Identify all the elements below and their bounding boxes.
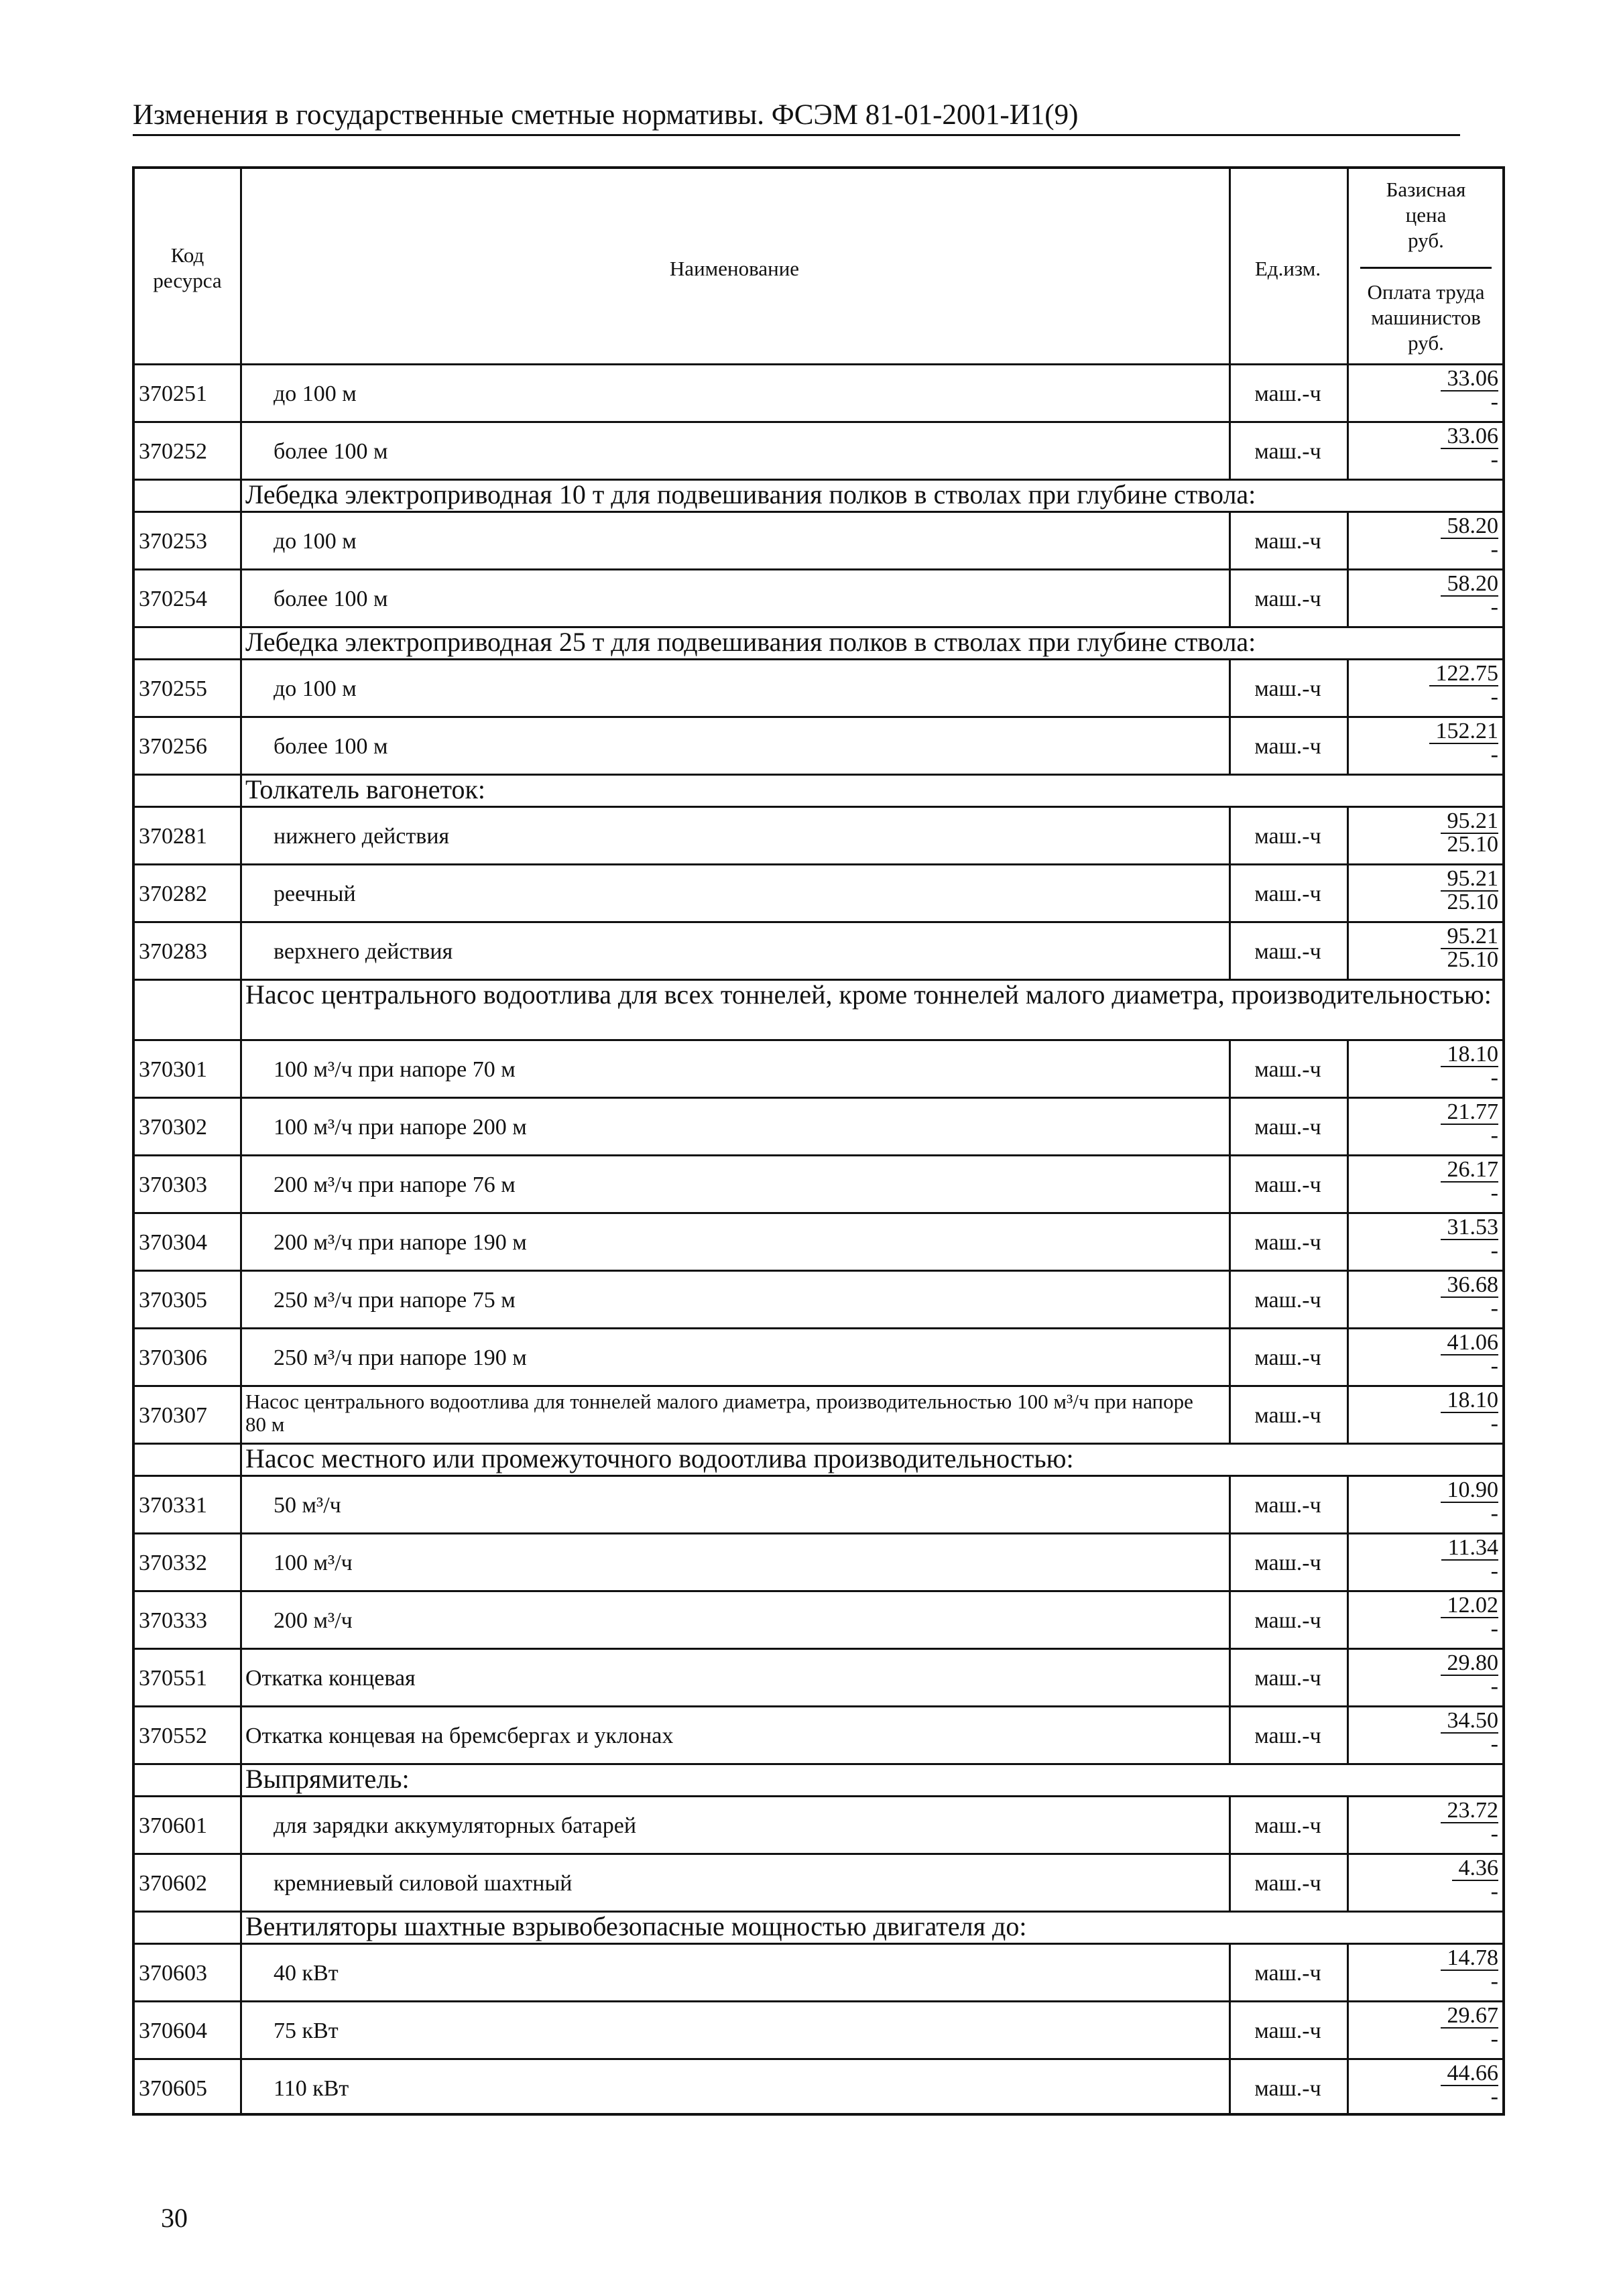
base-price: 33.06	[1441, 367, 1499, 391]
row-column-divider	[240, 2000, 242, 2058]
base-price: 34.50	[1441, 1709, 1499, 1734]
unit-of-measure: маш.-ч	[1254, 1813, 1321, 1838]
row-border	[135, 421, 1505, 423]
code-header-line: ресурса	[153, 269, 222, 292]
resource-code: 370332	[139, 1551, 207, 1575]
group-divider	[240, 1911, 242, 1943]
resource-code: 370601	[139, 1813, 207, 1838]
resource-code: 370254	[139, 587, 207, 611]
code-column-header	[135, 243, 240, 294]
operator-wage: -	[1490, 537, 1498, 562]
group-heading: Лебедка электроприводная 10 т для подвешивания полков в стволах при глубине ствола:	[245, 479, 1256, 509]
row-border	[135, 1154, 1505, 1156]
base-price: 36.68	[1441, 1274, 1499, 1298]
price-cell	[1347, 515, 1498, 560]
row-border	[135, 1097, 1505, 1099]
row-border	[135, 806, 1505, 808]
resource-name: 200 м³/ч при напоре 76 м	[274, 1172, 516, 1197]
resource-name: реечный	[274, 882, 356, 906]
header-bottom-border	[135, 363, 1505, 365]
operator-wage: -	[1490, 1879, 1498, 1904]
base-price: 11.34	[1441, 1536, 1498, 1561]
unit-of-measure: маш.-ч	[1254, 1493, 1321, 1518]
row-column-divider	[240, 1154, 242, 1212]
row-column-divider	[240, 511, 242, 568]
unit-of-measure: маш.-ч	[1254, 734, 1321, 759]
resource-code: 370552	[139, 1724, 207, 1748]
group-heading: Вентиляторы шахтные взрывобезопасные мощностью двигателя до:	[245, 1911, 1027, 1941]
resource-name: 200 м³/ч	[274, 1608, 353, 1633]
row-column-divider	[240, 1097, 242, 1154]
unit-of-measure: маш.-ч	[1254, 1230, 1321, 1255]
unit-of-measure: маш.-ч	[1254, 676, 1321, 701]
row-column-divider	[240, 568, 242, 626]
base-price: 122.75	[1429, 662, 1499, 686]
price-cell	[1347, 1594, 1498, 1640]
resource-code: 370303	[139, 1172, 207, 1197]
operator-wage: -	[1490, 1732, 1498, 1756]
resource-name: 100 м³/ч при напоре 70 м	[274, 1057, 516, 1082]
base-price: 23.72	[1441, 1799, 1499, 1823]
operator-wage: -	[1490, 1238, 1498, 1263]
row-border	[135, 716, 1505, 718]
operator-wage: 25.10	[1447, 890, 1498, 914]
base-price: 95.21	[1441, 925, 1499, 949]
unit-of-measure: маш.-ч	[1254, 439, 1321, 464]
row-border	[135, 1705, 1505, 1707]
unit-of-measure: маш.-ч	[1254, 1961, 1321, 1986]
base-price: 31.53	[1441, 1216, 1499, 1240]
row-border	[135, 1212, 1505, 1214]
row-column-divider	[240, 658, 242, 716]
operator-wage: -	[1490, 684, 1498, 709]
resource-name: более 100 м	[274, 587, 388, 611]
row-column-divider	[240, 421, 242, 479]
resource-code: 370306	[139, 1345, 207, 1370]
operator-wage: -	[1490, 1559, 1498, 1583]
row-column-divider	[240, 1943, 242, 2000]
unit-of-measure: маш.-ч	[1254, 381, 1321, 406]
resource-name: 250 м³/ч при напоре 75 м	[274, 1288, 516, 1313]
row-column-divider	[240, 1590, 242, 1648]
price-cell	[1347, 810, 1498, 855]
price-cell	[1347, 1857, 1498, 1902]
unit-of-measure: маш.-ч	[1254, 587, 1321, 611]
resource-code: 370304	[139, 1230, 207, 1255]
operator-wage: -	[1490, 1181, 1498, 1205]
row-border	[135, 1943, 1505, 1945]
row-column-divider	[240, 863, 242, 921]
price-header-divider	[1360, 267, 1492, 269]
resource-name: верхнего действия	[274, 939, 453, 964]
unit-of-measure: маш.-ч	[1254, 1345, 1321, 1370]
unit-of-measure: маш.-ч	[1254, 1115, 1321, 1140]
resource-code: 370256	[139, 734, 207, 759]
resource-name: кремниевый силовой шахтный	[274, 1871, 573, 1896]
price-cell	[1347, 425, 1498, 471]
row-column-divider	[240, 806, 242, 863]
price-cell	[1347, 1216, 1498, 1262]
unit-of-measure: маш.-ч	[1254, 1666, 1321, 1691]
row-border	[135, 2000, 1505, 2002]
row-column-divider	[240, 1475, 242, 1532]
row-column-divider	[240, 363, 242, 421]
resource-name: Откатка концевая	[245, 1666, 416, 1691]
resource-code: 370603	[139, 1961, 207, 1986]
resource-name: 200 м³/ч при напоре 190 м	[274, 1230, 527, 1255]
base-price: 4.36	[1452, 1857, 1499, 1881]
row-column-divider	[240, 2058, 242, 2116]
row-border	[135, 2058, 1505, 2060]
row-border	[135, 1475, 1505, 1477]
base-price: 18.10	[1441, 1389, 1499, 1413]
group-divider	[240, 626, 242, 658]
group-heading: Толкатель вагонеток:	[245, 774, 486, 804]
page-number: 30	[161, 2203, 188, 2233]
header-column-divider	[240, 169, 242, 363]
resource-code: 370604	[139, 2018, 207, 2043]
operator-wage: -	[1490, 1616, 1498, 1641]
row-column-divider	[240, 1039, 242, 1097]
price-cell	[1347, 1652, 1498, 1697]
unit-of-measure: маш.-ч	[1254, 529, 1321, 554]
resource-name: Насос центрального водоотлива для тоннелей малого диаметра, производительностью 100 м³/ч при напоре 80 м	[245, 1390, 1193, 1436]
price-cell	[1347, 1799, 1498, 1845]
price-cell	[1347, 1101, 1498, 1146]
price-cell	[1347, 925, 1498, 971]
row-column-divider	[240, 921, 242, 979]
resource-code: 370283	[139, 939, 207, 964]
resource-code: 370333	[139, 1608, 207, 1633]
unit-of-measure: маш.-ч	[1254, 1724, 1321, 1748]
resource-code: 370301	[139, 1057, 207, 1082]
group-heading: Выпрямитель:	[245, 1764, 410, 1794]
resource-code: 370253	[139, 529, 207, 554]
resource-name: 50 м³/ч	[274, 1493, 341, 1518]
resource-name: 75 кВт	[274, 2018, 339, 2043]
group-divider	[240, 1763, 242, 1795]
price-header-line: руб.	[1408, 229, 1444, 252]
unit-of-measure: маш.-ч	[1254, 1608, 1321, 1633]
price-cell	[1347, 1389, 1498, 1435]
resource-code: 370307	[139, 1403, 207, 1428]
resource-name: до 100 м	[274, 676, 357, 701]
unit-of-measure: маш.-ч	[1254, 1403, 1321, 1428]
resource-code: 370305	[139, 1288, 207, 1313]
operator-wage: -	[1490, 2084, 1498, 2109]
row-column-divider	[240, 1270, 242, 1327]
header-column-divider	[1347, 169, 1349, 363]
resource-name: более 100 м	[274, 439, 388, 464]
row-border	[135, 658, 1505, 660]
price-column-header	[1347, 177, 1505, 253]
price-cell	[1347, 1479, 1498, 1524]
base-price: 33.06	[1441, 425, 1499, 449]
resource-name: до 100 м	[274, 381, 357, 406]
base-price: 58.20	[1441, 572, 1499, 597]
wage-header-line: Оплата труда	[1367, 280, 1485, 304]
price-cell	[1347, 662, 1498, 708]
unit-of-measure: маш.-ч	[1254, 1871, 1321, 1896]
operator-wage: -	[1490, 1123, 1498, 1148]
price-cell	[1347, 572, 1498, 618]
row-column-divider	[240, 1648, 242, 1705]
resource-code: 370605	[139, 2076, 207, 2101]
operator-wage: 25.10	[1447, 947, 1498, 972]
unit-of-measure: маш.-ч	[1254, 1288, 1321, 1313]
group-divider	[240, 979, 242, 1039]
operator-wage: -	[1490, 595, 1498, 619]
base-price: 58.20	[1441, 515, 1499, 539]
base-price: 41.06	[1441, 1331, 1499, 1355]
operator-wage: -	[1490, 1501, 1498, 1526]
operator-wage: -	[1490, 1821, 1498, 1846]
base-price: 10.90	[1441, 1479, 1499, 1503]
row-column-divider	[240, 1705, 242, 1763]
unit-of-measure: маш.-ч	[1254, 939, 1321, 964]
base-price: 14.78	[1441, 1947, 1499, 1971]
row-border	[135, 1327, 1505, 1329]
wage-column-header	[1347, 280, 1505, 356]
unit-of-measure: маш.-ч	[1254, 824, 1321, 849]
row-border	[135, 863, 1505, 865]
resource-code: 370602	[139, 1871, 207, 1896]
base-price: 29.67	[1441, 2004, 1499, 2029]
price-cell	[1347, 867, 1498, 913]
wage-header-line: машинистов	[1371, 306, 1481, 329]
unit-column-header: Ед.изм.	[1254, 257, 1321, 280]
price-cell	[1347, 1331, 1498, 1377]
row-border	[135, 921, 1505, 923]
row-border	[135, 1385, 1505, 1387]
operator-wage: -	[1490, 1674, 1498, 1699]
price-cell	[1347, 367, 1498, 413]
operator-wage: -	[1490, 1353, 1498, 1378]
price-header-line: Базисная	[1386, 178, 1466, 201]
operator-wage: -	[1490, 2027, 1498, 2051]
unit-of-measure: маш.-ч	[1254, 2076, 1321, 2101]
row-border	[135, 1039, 1505, 1041]
operator-wage: -	[1490, 389, 1498, 414]
resource-code: 370551	[139, 1666, 207, 1691]
resource-table	[132, 166, 1505, 2116]
resource-code: 370252	[139, 439, 207, 464]
price-cell	[1347, 720, 1498, 766]
operator-wage: 25.10	[1447, 832, 1498, 857]
row-column-divider	[240, 1327, 242, 1385]
row-border	[135, 1853, 1505, 1855]
row-border	[135, 511, 1505, 513]
row-border	[135, 1795, 1505, 1797]
name-column-header: Наименование	[669, 257, 800, 280]
price-cell	[1347, 1043, 1498, 1089]
operator-wage: -	[1490, 1296, 1498, 1321]
group-divider	[240, 774, 242, 806]
price-cell	[1347, 1536, 1498, 1582]
page-header: Изменения в государственные сметные нормативы. ФСЭМ 81-01-2001-И1(9)	[133, 98, 1460, 136]
header-column-divider	[1229, 169, 1231, 363]
row-border	[135, 1648, 1505, 1650]
code-header-line: Код	[170, 243, 204, 267]
group-heading: Лебедка электроприводная 25 т для подвешивания полков в стволах при глубине ствола:	[245, 627, 1256, 657]
base-price: 95.21	[1441, 867, 1499, 892]
resource-name: 100 м³/ч при напоре 200 м	[274, 1115, 527, 1140]
row-column-divider	[240, 1532, 242, 1590]
base-price: 21.77	[1441, 1101, 1499, 1125]
row-border	[135, 1270, 1505, 1272]
base-price: 12.02	[1441, 1594, 1499, 1618]
base-price: 26.17	[1441, 1158, 1499, 1183]
row-border	[135, 568, 1505, 570]
unit-of-measure: маш.-ч	[1254, 1551, 1321, 1575]
base-price: 44.66	[1441, 2062, 1499, 2086]
operator-wage: -	[1490, 447, 1498, 472]
resource-code: 370282	[139, 882, 207, 906]
row-column-divider	[240, 1212, 242, 1270]
resource-name: до 100 м	[274, 529, 357, 554]
group-heading: Насос местного или промежуточного водоотлива производительностью:	[245, 1443, 1074, 1473]
price-header-line: цена	[1405, 203, 1447, 227]
resource-name: для зарядки аккумуляторных батарей	[274, 1813, 637, 1838]
row-border	[135, 1532, 1505, 1534]
row-border	[135, 1590, 1505, 1592]
resource-name: более 100 м	[274, 734, 388, 759]
resource-name: нижнего действия	[274, 824, 450, 849]
operator-wage: -	[1490, 1411, 1498, 1436]
operator-wage: -	[1490, 1065, 1498, 1090]
resource-code: 370331	[139, 1493, 207, 1518]
resource-code: 370302	[139, 1115, 207, 1140]
operator-wage: -	[1490, 742, 1498, 767]
resource-code: 370251	[139, 381, 207, 406]
group-divider	[240, 1443, 242, 1475]
price-cell	[1347, 1709, 1498, 1755]
operator-wage: -	[1490, 1969, 1498, 1994]
unit-of-measure: маш.-ч	[1254, 1057, 1321, 1082]
unit-of-measure: маш.-ч	[1254, 2018, 1321, 2043]
row-column-divider	[240, 1853, 242, 1911]
resource-name: 250 м³/ч при напоре 190 м	[274, 1345, 527, 1370]
price-cell	[1347, 1158, 1498, 1204]
unit-of-measure: маш.-ч	[1254, 882, 1321, 906]
base-price: 95.21	[1441, 810, 1499, 834]
row-column-divider	[240, 1795, 242, 1853]
base-price: 18.10	[1441, 1043, 1499, 1067]
price-cell	[1347, 2062, 1498, 2108]
price-cell	[1347, 1274, 1498, 1319]
resource-name: Откатка концевая на бремсбергах и уклонах	[245, 1724, 674, 1748]
unit-of-measure: маш.-ч	[1254, 1172, 1321, 1197]
price-cell	[1347, 1947, 1498, 1992]
resource-code: 370255	[139, 676, 207, 701]
row-column-divider	[240, 716, 242, 774]
group-heading: Насос центрального водоотлива для всех тоннелей, кроме тоннелей малого диаметра, производительностью:	[245, 979, 1492, 1010]
group-divider	[240, 479, 242, 511]
resource-code: 370281	[139, 824, 207, 849]
base-price: 152.21	[1429, 720, 1499, 744]
row-column-divider	[240, 1385, 242, 1443]
wage-header-line: руб.	[1408, 331, 1444, 355]
resource-name: 40 кВт	[274, 1961, 339, 1986]
resource-name: 100 м³/ч	[274, 1551, 353, 1575]
resource-name: 110 кВт	[274, 2076, 349, 2101]
price-cell	[1347, 2004, 1498, 2050]
base-price: 29.80	[1441, 1652, 1499, 1676]
